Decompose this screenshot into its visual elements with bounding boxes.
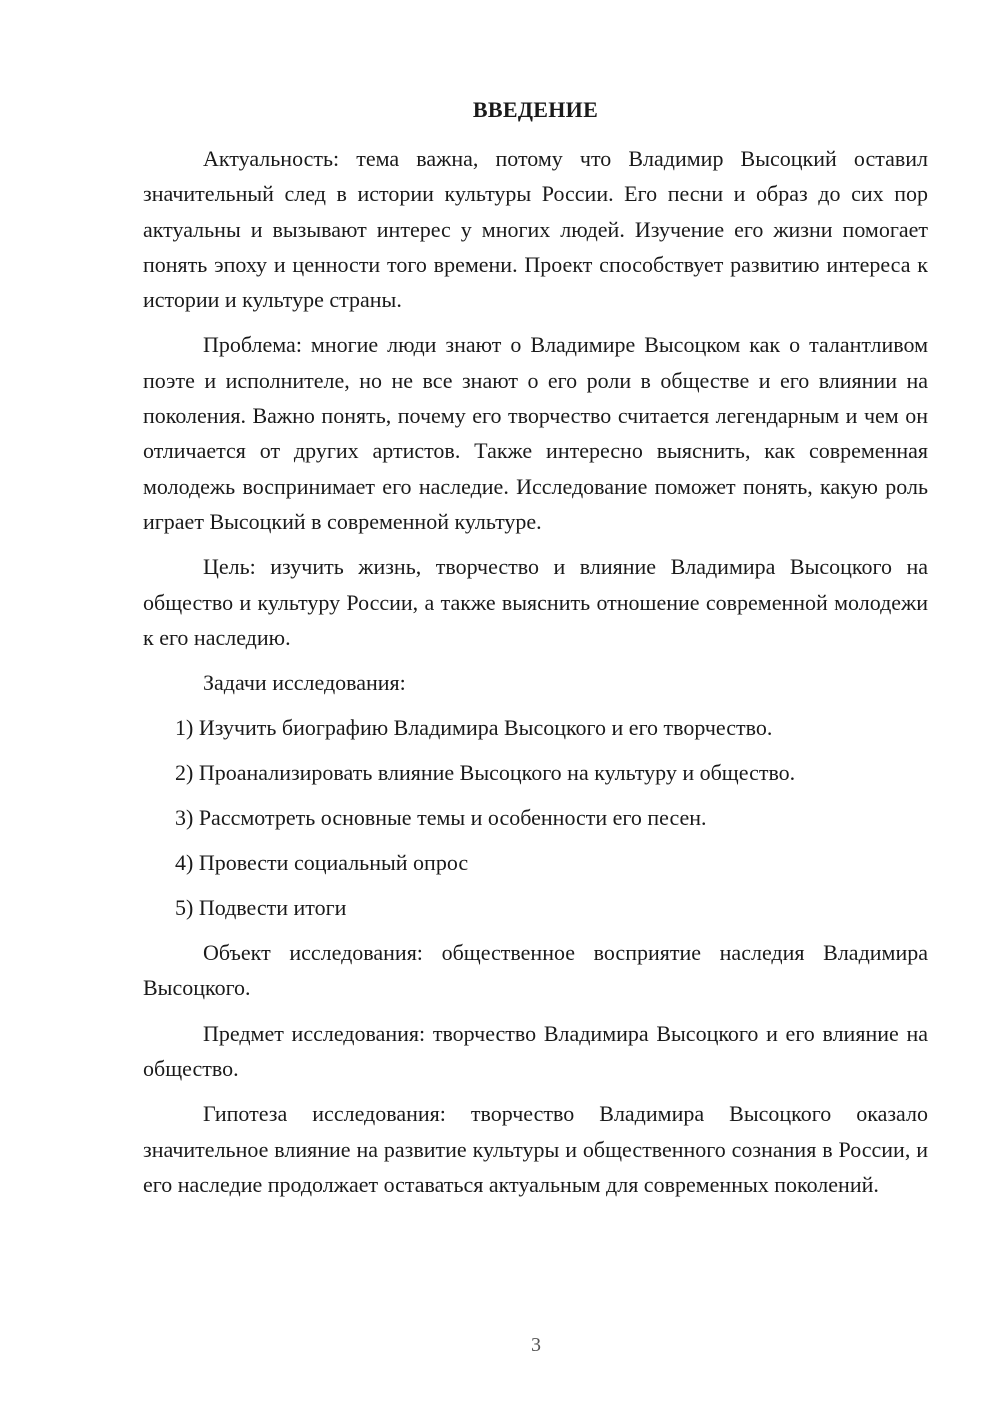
subject-paragraph: Предмет исследования: творчество Владимира Высоцкого и его влияние на общество.: [143, 1020, 928, 1082]
task-item: 5) Подвести итоги: [175, 895, 347, 921]
object-paragraph: Объект исследования: общественное восприятие наследия Владимира Высоцкого.: [143, 940, 928, 1001]
problem-paragraph: Проблема: многие люди знают о Владимире Высоцком как о талантливом поэте и исполнителе, но не все знают о его роли в обществе и его влиянии на поколения. Важно понять, почему его творчество считается легендарным и чем он отличается от других артистов. Также интересно выяснить, как современная молодежь воспринимает его наследие. Исследование поможет понять, какую роль играет Высоцкий в современной культуре.: [143, 332, 928, 534]
task-item: 3) Рассмотреть основные темы и особенности его песен.: [175, 805, 707, 831]
task-item: 4) Провести социальный опрос: [175, 850, 469, 876]
task-list: [143, 710, 928, 925]
relevance-paragraph: Актуальность: тема важна, потому что Владимир Высоцкий оставил значительный след в истории культуры России. Его песни и образ до сих пор актуальны и вызывают интерес у многих людей. Изучение его жизни помогает понять эпоху и ценности того времени. Проект способствует развитию интереса к истории и культуре страны.: [143, 146, 928, 313]
section-heading: ВВЕДЕНИЕ: [472, 97, 599, 122]
page-content: [143, 94, 928, 1202]
task-item: 1) Изучить биографию Владимира Высоцкого и его творчество.: [175, 715, 773, 741]
tasks-heading: Задачи исследования:: [203, 670, 406, 696]
task-item: 2) Проанализировать влияние Высоцкого на культуру и общество.: [175, 760, 796, 786]
hypothesis-paragraph: Гипотеза исследования: творчество Владимира Высоцкого оказало значительное влияние на развитие культуры и общественного сознания в России, и его наследие продолжает оставаться актуальным для современных поколений.: [143, 1101, 928, 1197]
page-number: 3: [531, 1334, 541, 1356]
goal-paragraph: Цель: изучить жизнь, творчество и влияние Владимира Высоцкого на общество и культуру России, а также выяснить отношение современной молодежи к его наследию.: [143, 554, 928, 650]
